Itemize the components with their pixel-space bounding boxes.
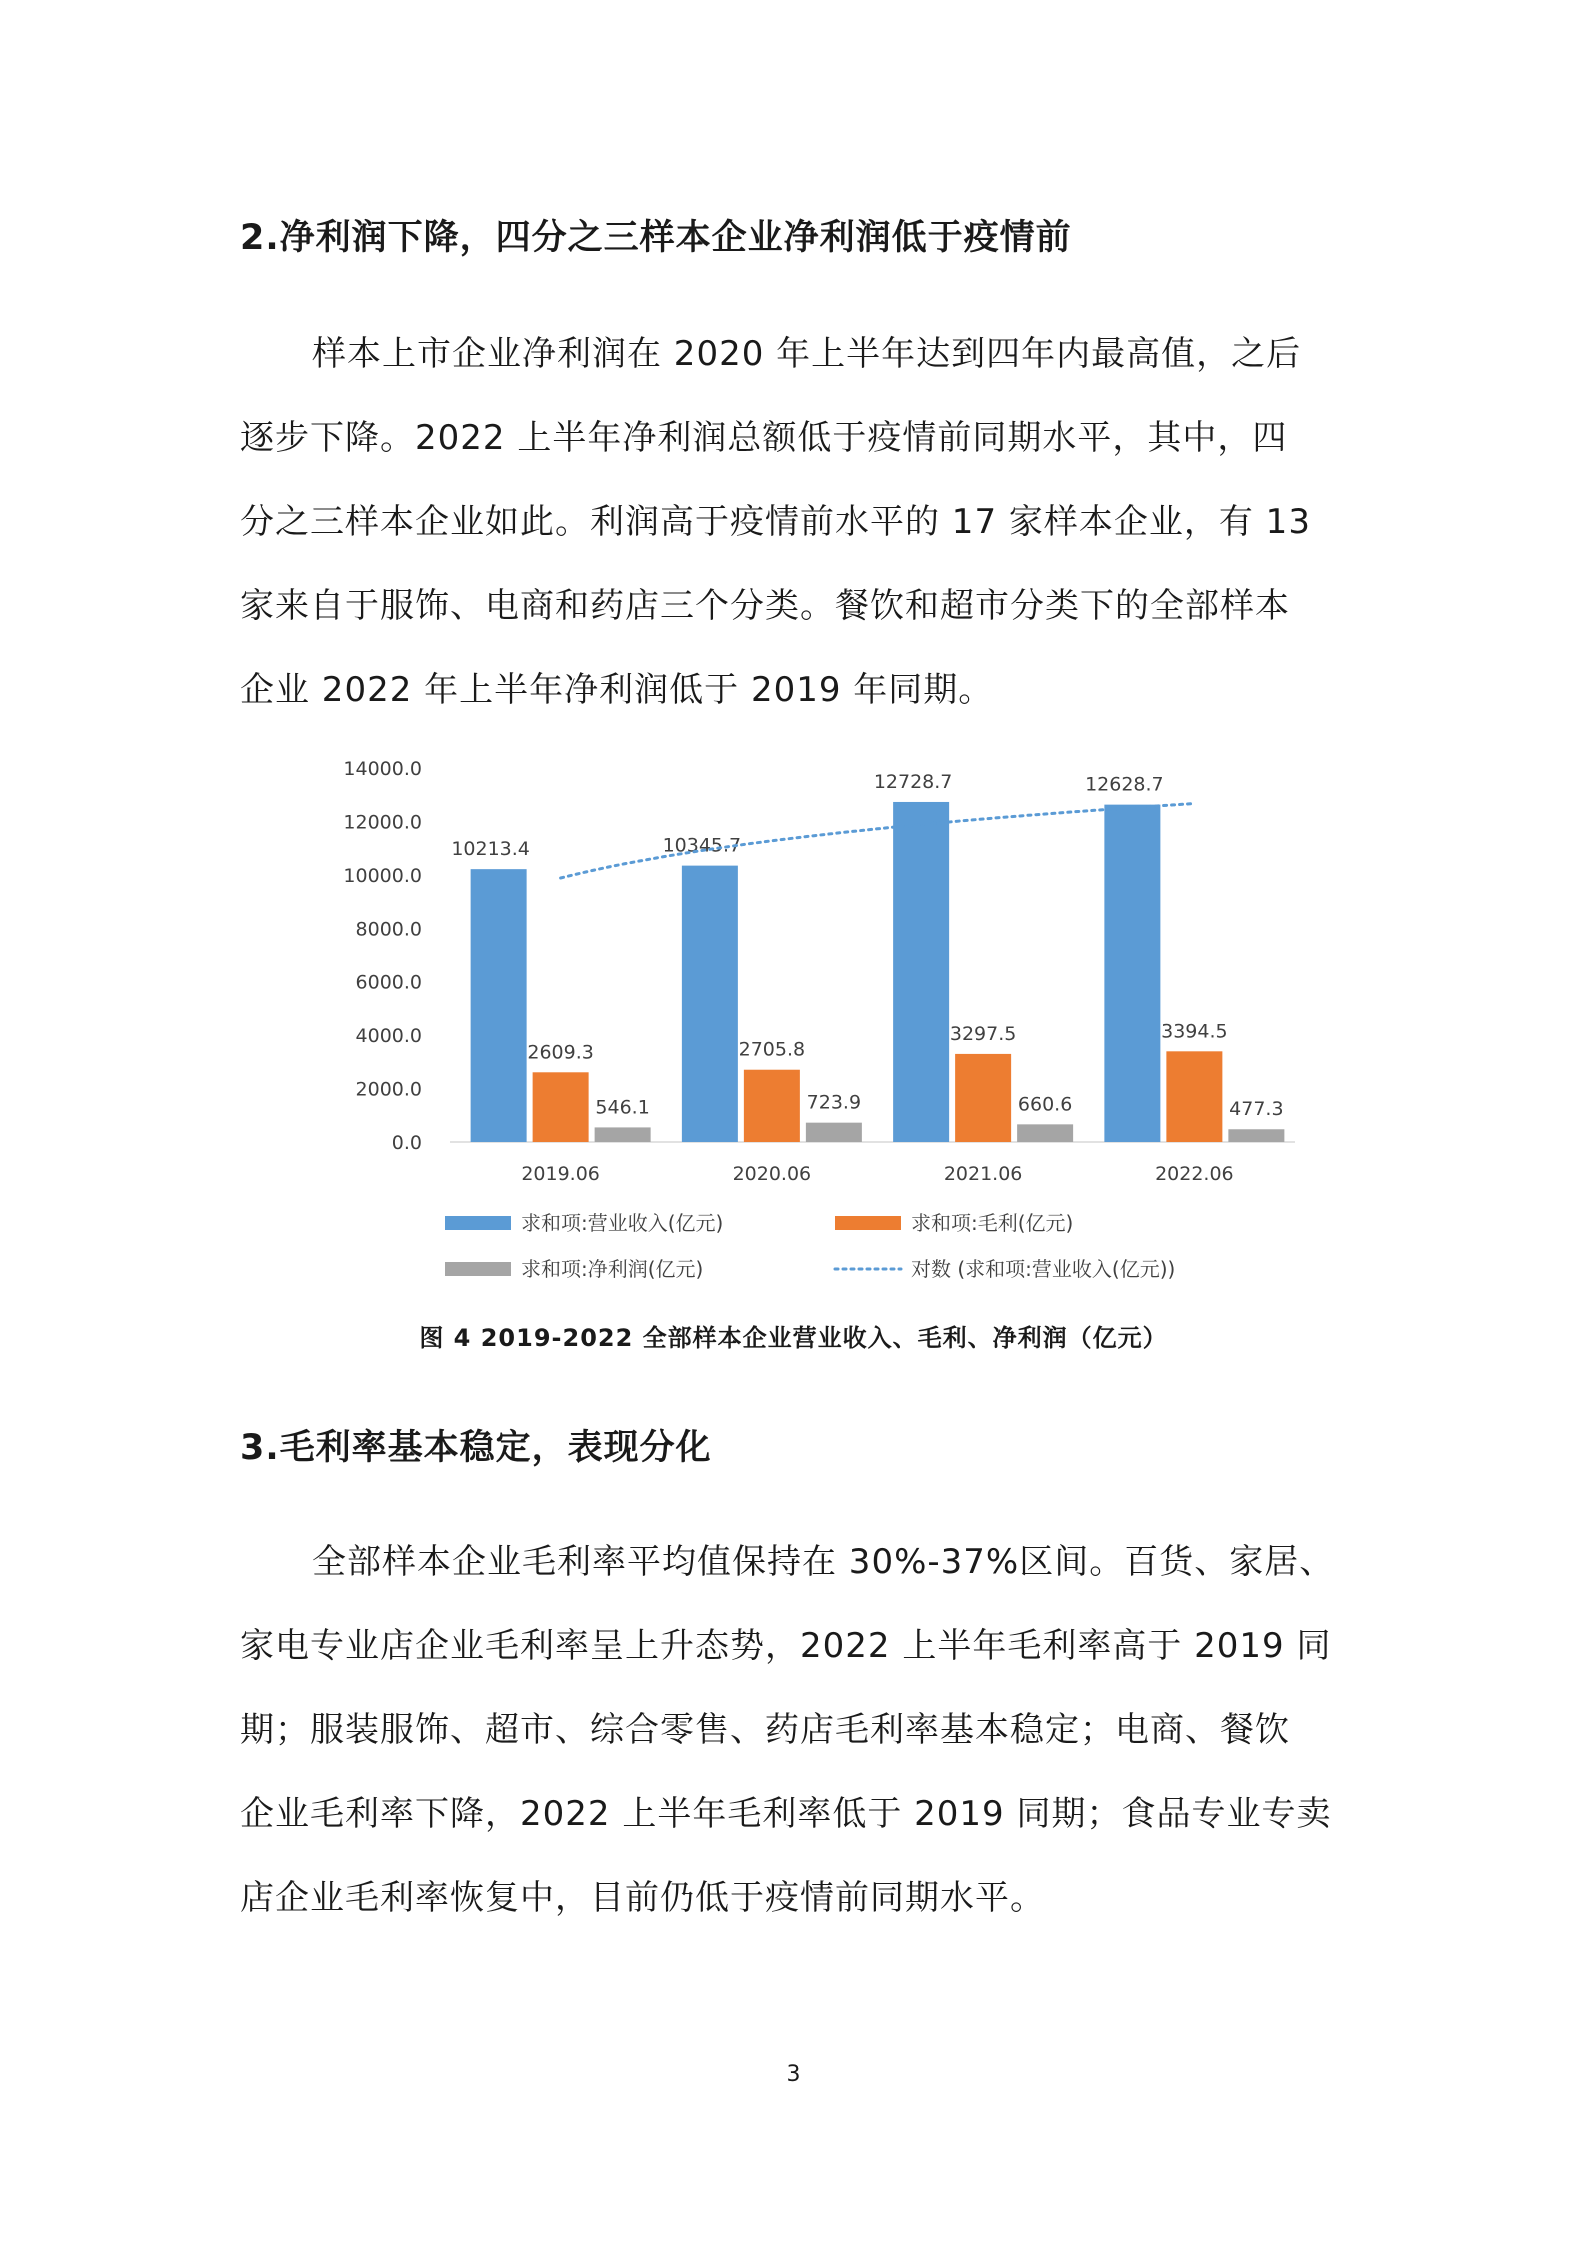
y-tick-label: 14000.0 bbox=[343, 758, 422, 780]
paragraph-line: 企业毛利率下降，2022 上半年毛利率低于 2019 同期；食品专业专卖 bbox=[240, 1794, 1332, 1834]
data-label: 2609.3 bbox=[527, 1041, 594, 1064]
y-tick-label: 2000.0 bbox=[355, 1078, 422, 1101]
x-tick-label: 2020.06 bbox=[732, 1163, 812, 1185]
legend-gross-profit-label: 求和项:毛利(亿元) bbox=[911, 1211, 1074, 1235]
bar-gross-profit bbox=[533, 1072, 589, 1142]
data-label: 723.9 bbox=[806, 1091, 862, 1114]
bar-revenue bbox=[471, 869, 527, 1142]
data-label: 12628.7 bbox=[1085, 773, 1164, 796]
data-label: 10345.7 bbox=[662, 834, 742, 857]
trendline bbox=[561, 804, 1195, 879]
bar-revenue bbox=[893, 802, 949, 1142]
bar-chart-svg bbox=[300, 740, 1320, 1300]
bar-net-profit bbox=[1228, 1129, 1284, 1142]
bar-gross-profit bbox=[955, 1054, 1011, 1142]
legend-gross-profit-swatch bbox=[835, 1216, 901, 1230]
legend-net-profit-label: 求和项:净利润(亿元) bbox=[521, 1257, 704, 1281]
section-2-heading: 2.净利润下降，四分之三样本企业净利润低于疫情前 bbox=[240, 218, 1072, 258]
bar-revenue bbox=[1104, 805, 1160, 1142]
data-label: 660.6 bbox=[1017, 1093, 1073, 1116]
paragraph-line: 分之三样本企业如此。利润高于疫情前水平的 17 家样本企业，有 13 bbox=[240, 502, 1311, 542]
bar-net-profit bbox=[1017, 1124, 1073, 1142]
paragraph-line: 期；服装服饰、超市、综合零售、药店毛利率基本稳定；电商、餐饮 bbox=[240, 1710, 1290, 1750]
paragraph-line: 样本上市企业净利润在 2020 年上半年达到四年内最高值，之后 bbox=[312, 334, 1302, 374]
section-3-paragraph bbox=[240, 1520, 1350, 1940]
y-tick-label: 6000.0 bbox=[355, 971, 422, 994]
data-label: 477.3 bbox=[1229, 1098, 1284, 1121]
section-3-heading: 3.毛利率基本稳定，表现分化 bbox=[240, 1428, 712, 1468]
data-label: 12728.7 bbox=[873, 770, 953, 793]
y-tick-label: 8000.0 bbox=[355, 918, 422, 941]
data-label: 2705.8 bbox=[738, 1038, 806, 1061]
bar-revenue bbox=[682, 866, 738, 1142]
bar-net-profit bbox=[806, 1123, 862, 1142]
page-number: 3 bbox=[786, 2062, 801, 2087]
y-tick-label: 0.0 bbox=[391, 1132, 422, 1154]
data-label: 3394.5 bbox=[1161, 1020, 1228, 1043]
legend-trendline-label: 对数 (求和项:营业收入(亿元)) bbox=[911, 1257, 1176, 1281]
paragraph-line: 家电专业店企业毛利率呈上升态势，2022 上半年毛利率高于 2019 同 bbox=[240, 1626, 1332, 1666]
y-tick-label: 4000.0 bbox=[355, 1025, 422, 1048]
figure-4-chart bbox=[300, 740, 1320, 1300]
legend-revenue-swatch bbox=[445, 1216, 511, 1230]
legend-revenue-label: 求和项:营业收入(亿元) bbox=[521, 1211, 724, 1235]
x-tick-label: 2022.06 bbox=[1155, 1163, 1234, 1185]
paragraph-line: 全部样本企业毛利率平均值保持在 30%-37%区间。百货、家居、 bbox=[312, 1542, 1335, 1582]
x-tick-label: 2021.06 bbox=[943, 1163, 1023, 1185]
bar-net-profit bbox=[595, 1127, 651, 1142]
bar-gross-profit bbox=[1166, 1051, 1222, 1142]
data-label: 10213.4 bbox=[451, 838, 530, 861]
paragraph-line: 企业 2022 年上半年净利润低于 2019 年同期。 bbox=[240, 670, 994, 710]
x-tick-label: 2019.06 bbox=[521, 1163, 600, 1185]
section-2-paragraph bbox=[240, 312, 1350, 732]
bar-gross-profit bbox=[744, 1070, 800, 1142]
data-label: 3297.5 bbox=[949, 1022, 1017, 1045]
data-label: 546.1 bbox=[595, 1096, 650, 1119]
paragraph-line: 逐步下降。2022 上半年净利润总额低于疫情前同期水平，其中，四 bbox=[240, 418, 1288, 458]
paragraph-line: 家来自于服饰、电商和药店三个分类。餐饮和超市分类下的全部样本 bbox=[240, 586, 1290, 626]
paragraph-line: 店企业毛利率恢复中，目前仍低于疫情前同期水平。 bbox=[240, 1878, 1045, 1918]
figure-4-caption: 图 4 2019-2022 全部样本企业营业收入、毛利、净利润（亿元） bbox=[419, 1324, 1168, 1352]
y-tick-label: 12000.0 bbox=[343, 811, 422, 834]
legend-net-profit-swatch bbox=[445, 1262, 511, 1276]
y-tick-label: 10000.0 bbox=[343, 864, 422, 887]
